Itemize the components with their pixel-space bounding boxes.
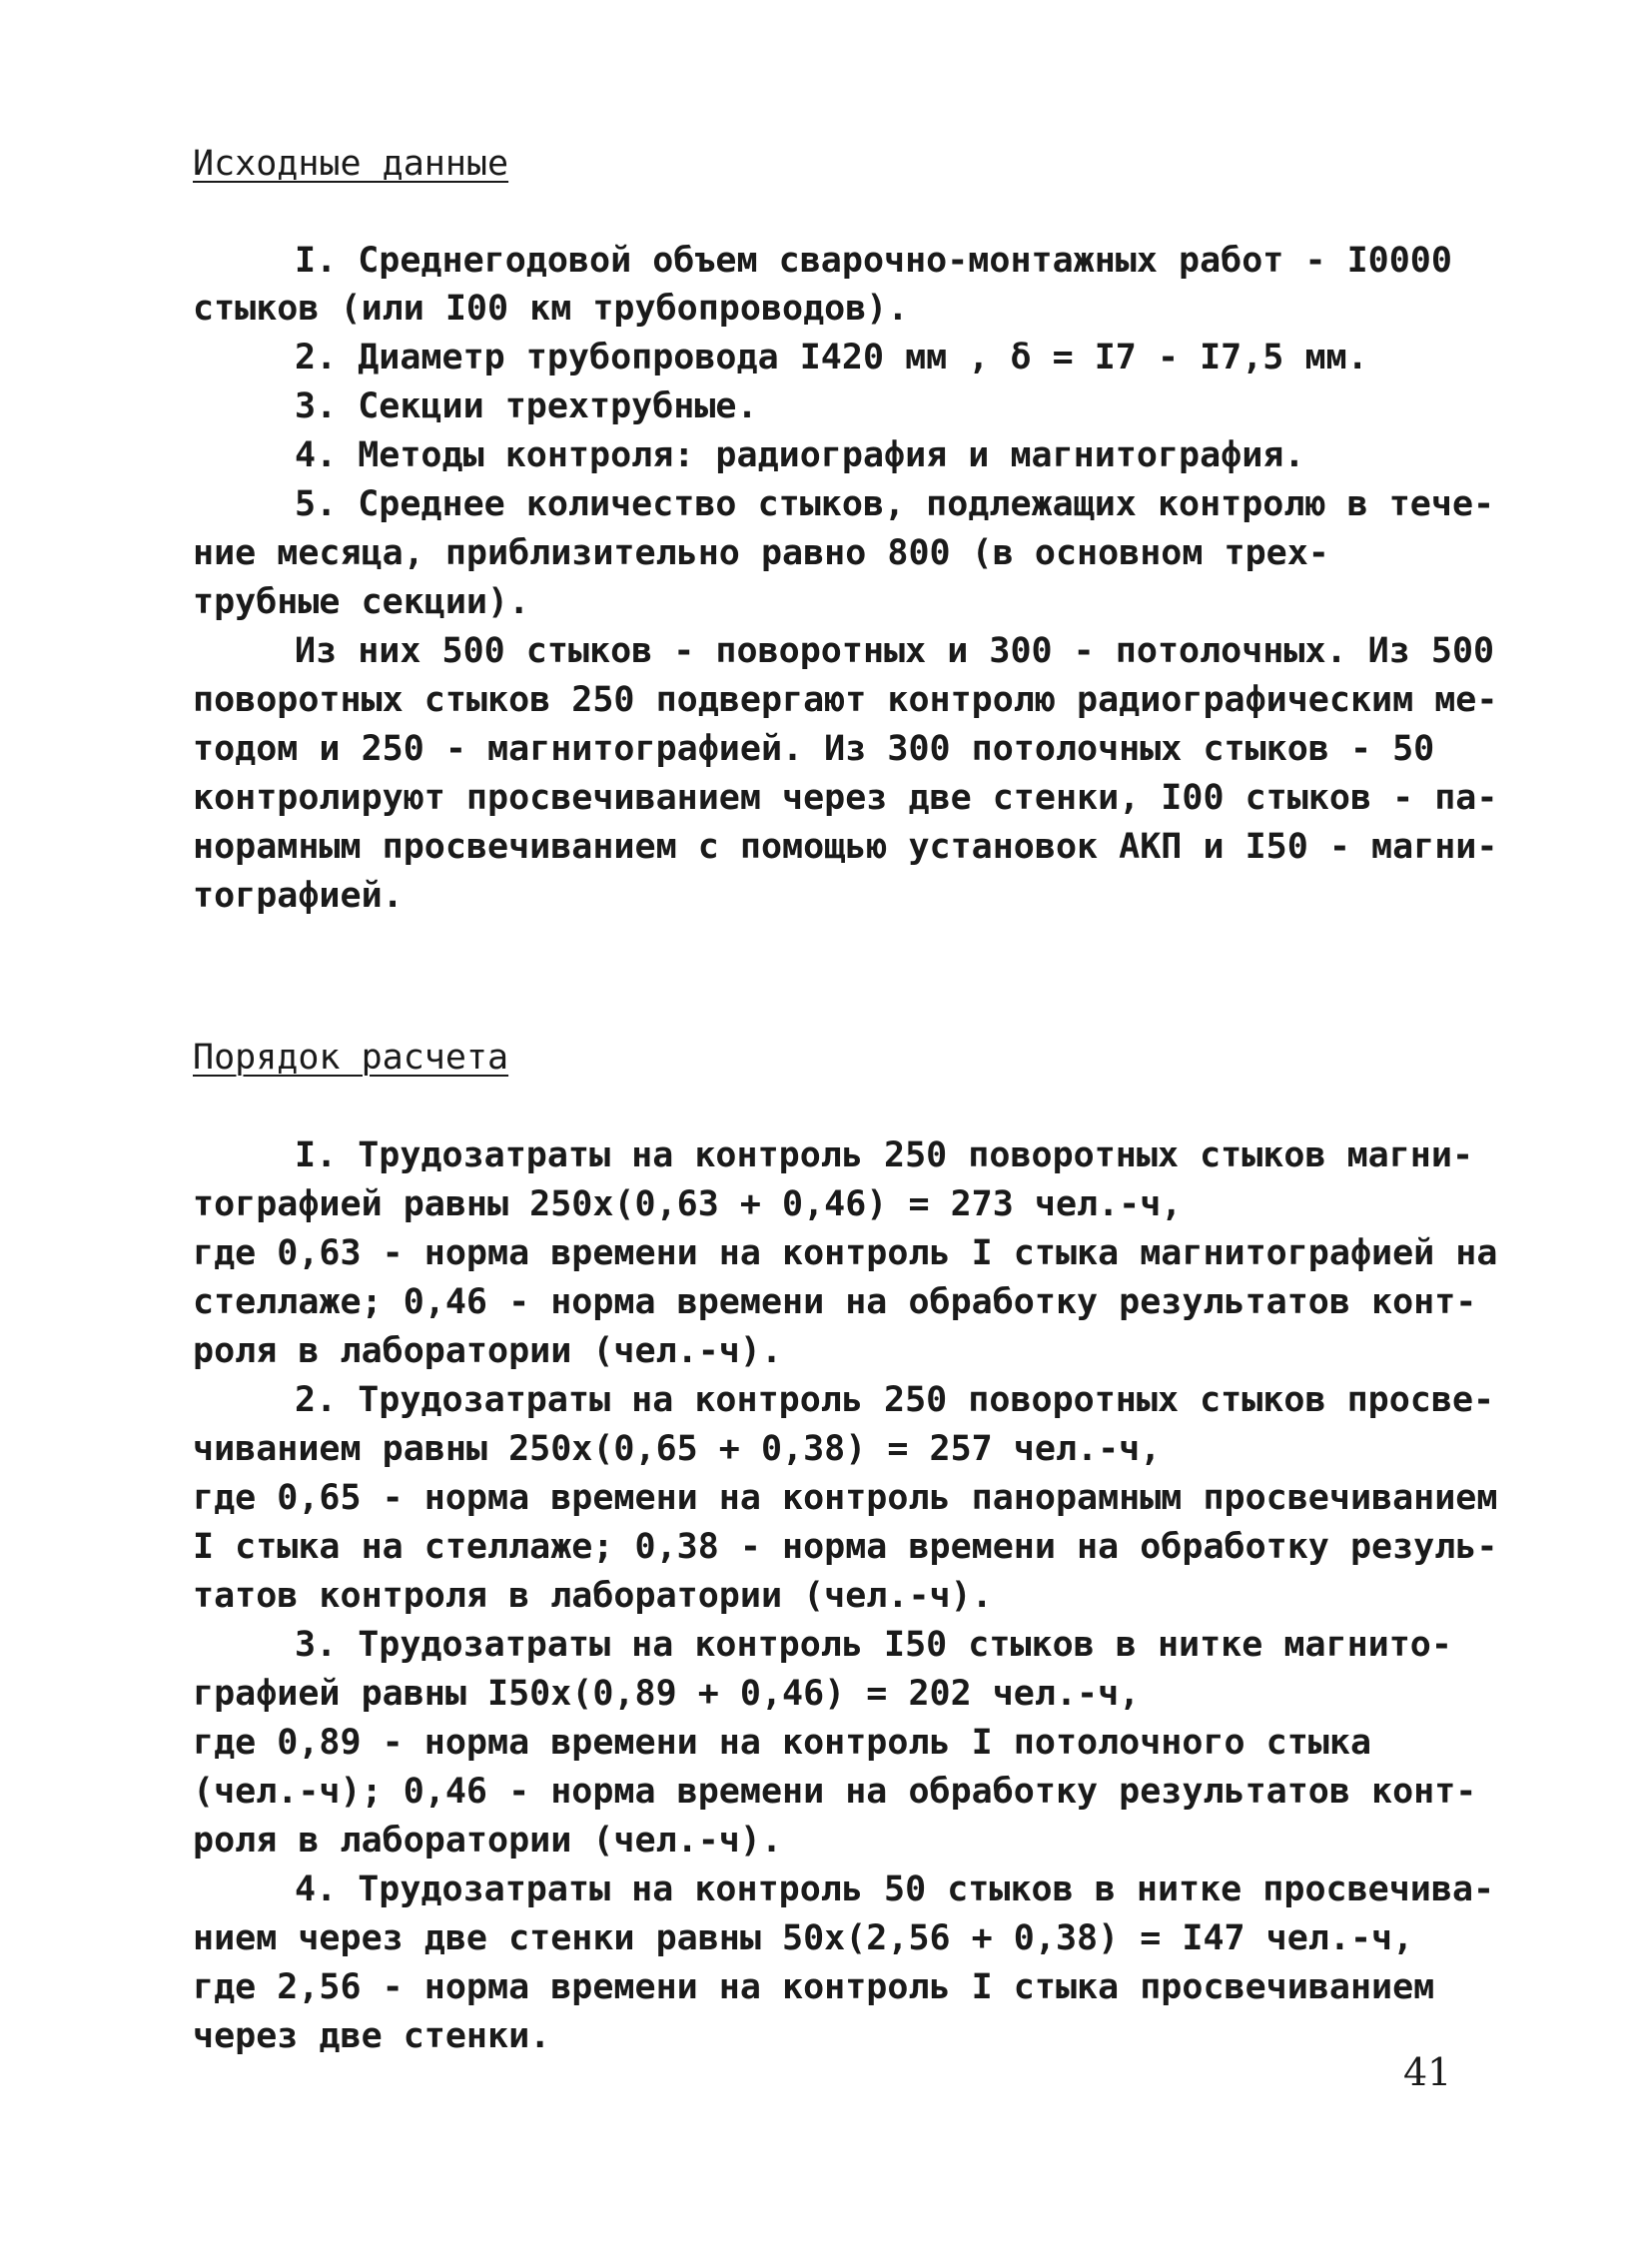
text-line: I стыка на стеллаже; 0,38 - норма времени на обработку резуль-: [193, 1527, 1498, 1567]
text-line: Из них 500 стыков - поворотных и 300 - потолочных. Из 500: [295, 631, 1495, 671]
text-line: 2. Трудозатраты на контроль 250 поворотных стыков просве-: [295, 1380, 1495, 1420]
text-line: чиванием равны 250х(0,65 + 0,38) = 257 чел.-ч,: [193, 1429, 1162, 1469]
text-line: 2. Диаметр трубопровода I420 мм , δ = I7 - I7,5 мм.: [295, 338, 1368, 377]
text-line: где 2,56 - норма времени на контроль I стыка просвечиванием: [193, 1967, 1435, 2007]
text-line: I. Среднегодовой объем сварочно-монтажных работ - I0000: [295, 241, 1452, 281]
text-line: где 0,63 - норма времени на контроль I стыка магнитографией на: [193, 1233, 1498, 1273]
text-line: контролируют просвечиванием через две стенки, I00 стыков - па-: [193, 778, 1498, 818]
text-line: стыков (или I00 км трубопроводов).: [193, 289, 909, 329]
text-line: ние месяца, приблизительно равно 800 (в основном трех-: [193, 533, 1329, 573]
text-line: тодом и 250 - магнитографией. Из 300 потолочных стыков - 50: [193, 729, 1435, 769]
text-line: стеллаже; 0,46 - норма времени на обработку результатов конт-: [193, 1282, 1477, 1322]
section-heading-calculation-procedure: Порядок расчета: [193, 1038, 509, 1078]
text-line: роля в лаборатории (чел.-ч).: [193, 1821, 783, 1861]
text-line: где 0,89 - норма времени на контроль I потолочного стыка: [193, 1723, 1372, 1763]
text-line: 5. Среднее количество стыков, подлежащих контролю в тече-: [295, 484, 1495, 524]
text-line: роля в лаборатории (чел.-ч).: [193, 1331, 783, 1371]
page-number: 41: [1403, 2050, 1452, 2094]
section-heading-initial-data: Исходные данные: [193, 144, 509, 184]
text-line: трубные секции).: [193, 582, 530, 622]
text-line: 4. Трудозатраты на контроль 50 стыков в нитке просвечива-: [295, 1869, 1495, 1909]
text-line: норамным просвечиванием с помощью установок АКП и I50 - магни-: [193, 827, 1498, 867]
text-line: I. Трудозатраты на контроль 250 поворотных стыков магни-: [295, 1135, 1474, 1175]
text-line: 4. Методы контроля: радиография и магнитография.: [295, 435, 1305, 475]
text-line: 3. Секции трехтрубные.: [295, 386, 758, 426]
text-line: нием через две стенки равны 50х(2,56 + 0,38) = I47 чел.-ч,: [193, 1918, 1414, 1958]
text-line: татов контроля в лаборатории (чел.-ч).: [193, 1576, 993, 1616]
text-line: через две стенки.: [193, 2016, 551, 2056]
text-line: поворотных стыков 250 подвергают контролю радиографическим ме-: [193, 680, 1498, 720]
text-line: тографией.: [193, 876, 404, 916]
text-line: где 0,65 - норма времени на контроль панорамным просвечиванием: [193, 1478, 1498, 1518]
text-line: 3. Трудозатраты на контроль I50 стыков в нитке магнито-: [295, 1625, 1452, 1665]
text-line: тографией равны 250х(0,63 + 0,46) = 273 чел.-ч,: [193, 1184, 1183, 1224]
text-line: (чел.-ч); 0,46 - норма времени на обработку результатов конт-: [193, 1772, 1477, 1812]
text-line: графией равны I50х(0,89 + 0,46) = 202 чел.-ч,: [193, 1674, 1141, 1714]
